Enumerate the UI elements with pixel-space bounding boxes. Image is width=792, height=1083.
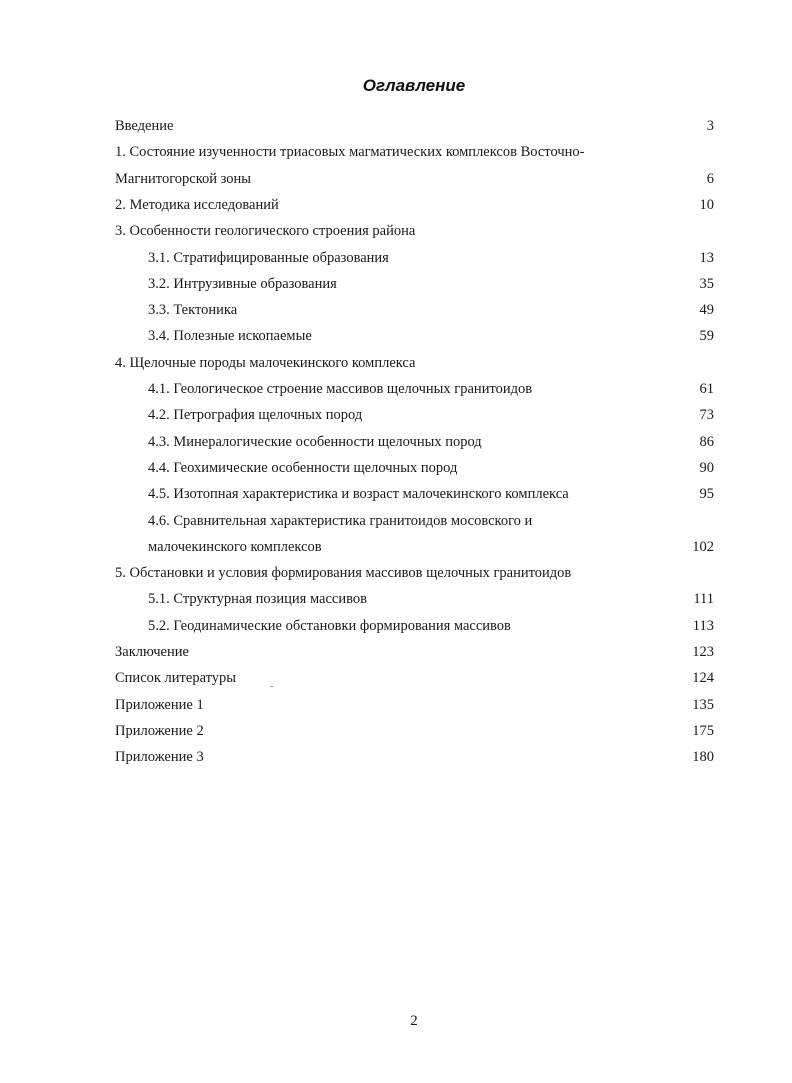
toc-entry-label: малочекинского комплексов [148,538,322,555]
toc-entry [0,352,792,374]
toc-entry-label: 4.3. Минералогические особенности щелочных пород [148,433,482,450]
toc-entry-label: 3.3. Тектоника [148,302,238,319]
toc-entry [0,562,792,584]
toc-entry [0,378,792,400]
toc-entry-label: 3.2. Интрузивные образования [148,275,337,292]
toc-entry-page: 135 [692,696,714,713]
toc-entry-label: 5.1. Структурная позиция массивов [148,591,367,608]
toc-entry [0,641,792,663]
toc-entry-label: Заключение [115,644,189,660]
toc-entry [0,720,792,742]
toc-entry-label: 3.4. Полезные ископаемые [148,328,312,345]
toc-entry-label: Приложение 1 [115,696,204,713]
toc-entry [0,273,792,295]
toc-entry-page: 61 [699,381,714,397]
toc-entry [0,510,792,532]
toc-entry-label: 5.2. Геодинамические обстановки формирования массивов [148,617,511,634]
toc-entry-page: 111 [693,591,714,608]
toc-entry-label: 4.5. Изотопная характеристика и возраст малочекинского комплекса [148,486,569,503]
toc-entry [0,404,792,426]
toc-entry-page: 86 [699,433,714,450]
toc-entry-page: 13 [699,249,714,266]
toc-entry-label: 3. Особенности геологического строения района [115,223,416,240]
toc-entry [0,325,792,347]
toc-entry-page: 175 [692,722,714,739]
toc-entry [0,746,792,768]
toc-entry-label: 4.6. Сравнительная характеристика гранитоидов мосовского и [148,512,533,529]
toc-entry [0,431,792,453]
toc-entry-label: 5. Обстановки и условия формирования массивов щелочных гранитоидов [115,565,572,582]
toc-entry-page: 180 [692,749,714,766]
toc-entry [0,694,792,716]
toc-entry [0,141,792,163]
toc-entry [0,667,792,689]
toc-entry [0,220,792,242]
toc-entry-label: 2. Методика исследований [115,196,279,213]
toc-entry [0,299,792,321]
toc-entry-page: 59 [699,328,714,345]
toc-entry-page: 124 [692,670,714,687]
toc-entry [0,194,792,216]
toc-entry-label: 4.4. Геохимические особенности щелочных пород [148,459,458,476]
toc-entry-label: Приложение 2 [115,722,204,739]
toc-entry-page: 10 [699,196,714,213]
toc-entry-label: 3.1. Стратифицированные образования [148,249,389,266]
scan-speck [270,686,273,687]
toc-entry-page: 90 [699,459,714,476]
toc-entry-page: 95 [699,486,714,503]
toc-entry [0,588,792,610]
toc-entry [0,247,792,269]
toc-entry [0,115,792,137]
toc-entry-label: Приложение 3 [115,749,204,766]
toc-entry-page: 102 [692,538,714,555]
toc-entry-label: 1. Состояние изученности триасовых магматических комплексов Восточно- [115,144,585,161]
toc-entry-label: 4.2. Петрография щелочных пород [148,407,363,424]
toc-entry-page: 73 [699,407,714,424]
toc-entry-label: Введение [115,118,174,134]
toc-entry-page: 6 [706,170,714,187]
toc-entry-page: 123 [692,644,714,660]
toc-entry [0,168,792,190]
toc-entry-page: 3 [706,118,714,134]
toc-entry [0,457,792,479]
toc-entry-page: 49 [699,302,714,319]
toc-entry [0,483,792,505]
toc-entry-page: 35 [699,275,714,292]
page-title: Оглавление [362,76,466,95]
toc-entry [0,536,792,558]
toc-entry-page: 113 [692,617,714,634]
page-number: 2 [410,1013,418,1029]
toc-entry-label: Список литературы [115,670,237,687]
toc-entry-label: 4.1. Геологическое строение массивов щелочных гранитоидов [148,381,533,397]
toc-entry-label: 4. Щелочные породы малочекинского комплекса [115,354,416,371]
toc-entry-label: Магнитогорской зоны [115,170,252,187]
toc-entry [0,615,792,637]
